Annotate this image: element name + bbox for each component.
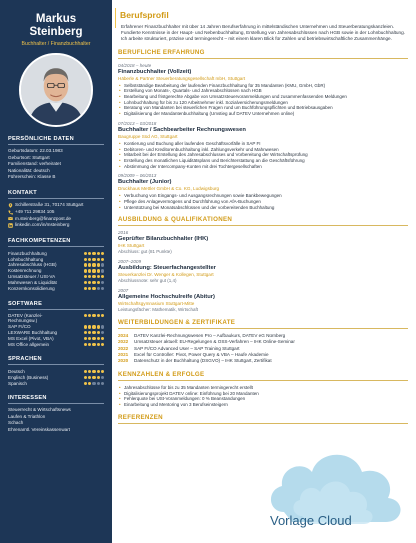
rating-dot-icon (84, 343, 87, 346)
job-role: Buchhalter / Finanzbuchhalter (21, 41, 91, 47)
rating-dot-icon (88, 281, 91, 284)
software-list (8, 313, 104, 348)
software-row (8, 313, 104, 324)
education-date: 2016 (118, 230, 129, 236)
experience-list (118, 63, 408, 211)
rating-dots (84, 336, 104, 341)
rating-dot-icon (92, 287, 95, 290)
rating-dot-icon (84, 275, 87, 278)
training-text: Datenschutz in der Buchhaltung (DSGVO) – IHK Stuttgart, Zertifikat (134, 358, 272, 364)
job-bullet: • Unterstützung bei Monatsabschlüssen und der vorbereitenden Buchhaltung (118, 205, 408, 211)
portrait-image (21, 55, 91, 125)
candidate-name (8, 0, 104, 39)
interests-title: INTERESSEN (8, 395, 104, 404)
training-text: SAP FI/CO Advanced User – SAP Training Stuttgart (134, 345, 240, 351)
rating-dot-icon (84, 331, 87, 334)
skills-label: Jahresabschluss (HGB) (8, 262, 57, 268)
job-bullet: • Mitarbeit bei der Erstellung des Jahresabschlusses und Vorbereitung der Wirtschaftsprüfung (118, 152, 408, 158)
rating-dot-icon (92, 252, 95, 255)
rating-dot-icon (97, 281, 100, 284)
skills-title: FACHKOMPETENZEN (8, 238, 104, 247)
rating-dot-icon (92, 331, 95, 334)
skills-label: Finanzbuchhaltung (8, 250, 47, 256)
software-label: LEXWARE Buchhaltung (8, 330, 58, 336)
education-org: Steuerkanzlei Dr. Wenger & Kollegen, Stuttgart (118, 272, 214, 278)
job-bullets (118, 193, 408, 210)
training-year: 2022 (118, 339, 129, 345)
job-bullet: • Bearbeitung und fristgerechte Abgabe von Umsatzsteuervoranmeldungen und zusammenfassenden Meldungen (118, 94, 408, 100)
job-bullet: • Pflege des Anlagevermögens und Durchführung von AfA-Buchungen (118, 199, 408, 205)
rating-dots (84, 274, 104, 279)
education-org: IHK Stuttgart (118, 243, 145, 249)
skills-label: Umsatzsteuer / USt-VA (8, 274, 56, 280)
linkedin-icon (8, 223, 13, 228)
job-bullets (118, 141, 408, 170)
achievement-item: • Jahresabschlüsse für bis zu 35 Mandanten termingerecht erstellt (118, 385, 408, 391)
job-company: Druckhaus Mettler GmbH & Co. KG, Ludwigsburg (118, 186, 220, 192)
profile-photo (19, 53, 93, 127)
personal-line: Führerschein: Klasse B (8, 174, 56, 180)
skills-label: Konzernkonsolidierung (8, 286, 55, 292)
training-year: 2021 (118, 352, 129, 358)
accent-bar (115, 8, 116, 28)
rating-dot-icon (88, 258, 91, 261)
contact-title: KONTAKT (8, 190, 104, 199)
job-title: Buchhalter / Sachbearbeiter Rechnungswesen (118, 126, 246, 133)
rating-dot-icon (84, 376, 87, 379)
languages-title: SPRACHEN (8, 356, 104, 365)
rating-dot-icon (84, 370, 87, 373)
rating-dot-icon (101, 337, 104, 340)
experience-title: BERUFLICHE ERFAHRUNG (118, 49, 408, 59)
achievement-item: • Digitalisierungsprojekt DATEV online: Einführung bei 20 Mandanten (118, 391, 408, 397)
skills-section (8, 238, 104, 291)
job-date: 04/2018 – heute (118, 62, 152, 68)
languages-label: Deutsch (8, 368, 25, 374)
rating-dot-icon (92, 281, 95, 284)
rating-dot-icon (97, 331, 100, 334)
rating-dot-icon (101, 252, 104, 255)
profile-text: Erfahrener Finanzbuchhalter mit über 14 Jahren Berufserfahrung in mittelständischen Unternehmen und Steuerberatungskanzleien. Fundierte Kenntnisse in der Haupt- und Nebenbuchhaltung, Erstellung von Jahresabschlüssen nach HGB sowie in der Lohnbuchhaltung. Ich arbeite strukturiert, präzise und termingerecht – mit einem klaren Blick für Zahlen und betriebswirtschaftliche Zusammenhänge. (121, 24, 406, 42)
rating-dots (84, 342, 104, 347)
rating-dot-icon (92, 258, 95, 261)
rating-dot-icon (97, 376, 100, 379)
software-label: DATEV (Kanzlei-Rechnungsw.) (8, 313, 43, 324)
achievement-item: • Einarbeitung und Mentoring von 3 Berufseinsteigern (118, 402, 408, 408)
training-list (118, 333, 408, 365)
education-title: Allgemeine Hochschulreife (Abitur) (118, 294, 215, 301)
rating-dot-icon (101, 269, 104, 272)
rating-dot-icon (88, 331, 91, 334)
rating-dot-icon (88, 314, 91, 317)
rating-dot-icon (92, 263, 95, 266)
rating-dot-icon (92, 275, 95, 278)
rating-dots (84, 368, 104, 373)
education-title: AUSBILDUNG & QUALIFIKATIONEN (118, 216, 408, 226)
rating-dot-icon (88, 382, 91, 385)
skills-row (8, 286, 104, 292)
rating-dot-icon (101, 287, 104, 290)
rating-dot-icon (84, 281, 87, 284)
personal-line: Familienstand: verheiratet (8, 161, 61, 167)
languages-section (8, 356, 104, 386)
personal-line: Geburtsdatum: 22.03.1983 (8, 148, 63, 153)
profile-title: Berufsprofil (120, 10, 169, 20)
rating-dot-icon (101, 258, 104, 261)
rating-dots (84, 280, 104, 285)
rating-dot-icon (101, 331, 104, 334)
education-date: 2007–2009 (118, 259, 141, 265)
interest-item: Schach (8, 420, 24, 426)
rating-dots (84, 268, 104, 273)
education-entry (118, 259, 408, 284)
training-text: DATEV Kanzlei-Rechnungswesen Pro – Aufbaukurs, DATEV eG Nürnberg (134, 332, 286, 338)
rating-dot-icon (97, 343, 100, 346)
education-note: Abschluss: gut (81 Punkte) (118, 249, 172, 255)
job-bullet: • Abstimmung der Intercompany-Konten mit drei Tochtergesellschaften (118, 164, 408, 170)
linkedin-text: linkedin.com/in/msteinberg (15, 222, 70, 228)
contact-linkedin[interactable] (8, 222, 104, 229)
interests-section (8, 395, 104, 433)
training-title: WEITERBILDUNGEN & ZERTIFIKATE (118, 319, 408, 329)
rating-dots (84, 286, 104, 291)
software-title: SOFTWARE (8, 301, 104, 310)
rating-dot-icon (92, 370, 95, 373)
education-entry (118, 288, 408, 313)
personal-line: Geburtsort: Stuttgart (8, 154, 50, 160)
rating-dot-icon (101, 263, 104, 266)
rating-dots (84, 256, 104, 261)
skills-label: Kostenrechnung (8, 268, 42, 274)
contact-phone[interactable] (8, 209, 104, 216)
skills-label: Lohnbuchhaltung (8, 256, 44, 262)
rating-dot-icon (97, 263, 100, 266)
rating-dot-icon (101, 343, 104, 346)
job-bullet: • Beratung von Mandanten bei steuerlichen Fragen rund um Buchführungspflichten und Betriebsausgaben (118, 105, 408, 111)
software-label: MS Office allgemein (8, 342, 50, 348)
rating-dot-icon (88, 263, 91, 266)
personal-data-title: PERSÖNLICHE DATEN (8, 136, 104, 145)
interest-item: Ehrenamtl. Vereinskassenwart (8, 426, 71, 432)
phone-icon (8, 210, 13, 215)
personal-data-section (8, 136, 104, 181)
rating-dot-icon (84, 287, 87, 290)
job-date: 07/2013 – 03/2018 (118, 120, 157, 126)
rating-dot-icon (97, 252, 100, 255)
training-year: 2022 (118, 345, 129, 351)
first-name: Markus (35, 13, 77, 25)
phone-text: +49 711 29834 105 (15, 208, 55, 214)
rating-dot-icon (92, 269, 95, 272)
software-row (8, 342, 104, 348)
contact-email[interactable] (8, 216, 104, 223)
job-bullet: • Erstellung von Monats-, Quartals- und Jahresabschlüssen nach HGB (118, 88, 408, 94)
training-text: Umsatzsteuer aktuell: EU-Regelungen & OSS-Verfahren – IHK Online-Seminar (134, 339, 295, 345)
job-bullet: • Verbuchung von Eingangs- und Ausgangsrechnungen sowie Bankbewegungen (118, 193, 408, 199)
skills-list (8, 250, 104, 291)
training-year: 2020 (118, 358, 129, 364)
rating-dot-icon (88, 287, 91, 290)
interest-item: Laufen & Triathlon (8, 413, 46, 419)
references-title: REFERENZEN (118, 414, 408, 424)
interest-item: Steuerrecht & Wirtschaftsnews (8, 407, 71, 413)
rating-dot-icon (101, 325, 104, 328)
rating-dots (84, 313, 104, 318)
rating-dot-icon (88, 343, 91, 346)
rating-dots (84, 250, 104, 255)
rating-dot-icon (101, 281, 104, 284)
education-org: Wirtschaftsgymnasium Stuttgart-Mitte (118, 301, 195, 307)
education-title: Geprüfter Bilanzbuchhalter (IHK) (118, 236, 209, 243)
rating-dot-icon (88, 275, 91, 278)
job-bullet: • Erstellung des monatlichen Liquiditätsplans und Berichterstattung an die Geschäftsführung (118, 158, 408, 164)
address-text: Schillerstraße 31, 70174 Stuttgart (15, 201, 84, 207)
email-text: m.steinberg@finanzpost.de (15, 215, 71, 221)
job-bullet: • Lohnbuchhaltung für bis zu 120 Arbeitnehmer inkl. Sozialversicherungsmeldungen (118, 100, 408, 106)
languages-list (8, 368, 104, 386)
education-note: Abschlussnote: sehr gut (1,4) (118, 278, 177, 284)
rating-dot-icon (97, 275, 100, 278)
job-company: Häberle & Partner Steuerberatungsgesellschaft mbH, Stuttgart (118, 75, 246, 81)
training-text: Excel für Controller: Pivot, Power Query & VBA – Haufe Akademie (134, 352, 269, 358)
rating-dot-icon (88, 337, 91, 340)
job-bullets (118, 83, 408, 117)
rating-dot-icon (88, 376, 91, 379)
rating-dot-icon (84, 252, 87, 255)
rating-dot-icon (97, 287, 100, 290)
contact-section (8, 190, 104, 229)
software-label: MS Excel (Pivot, VBA) (8, 336, 54, 342)
rating-dot-icon (101, 370, 104, 373)
rating-dot-icon (92, 337, 95, 340)
rating-dot-icon (97, 370, 100, 373)
software-label: SAP FI/CO (8, 324, 31, 330)
rating-dots (84, 374, 104, 379)
achievements-list (118, 385, 408, 408)
rating-dot-icon (88, 370, 91, 373)
rating-dot-icon (84, 258, 87, 261)
software-section (8, 301, 104, 348)
personal-line: Nationalität: deutsch (8, 167, 50, 173)
rating-dot-icon (88, 325, 91, 328)
rating-dot-icon (92, 376, 95, 379)
rating-dot-icon (84, 325, 87, 328)
rating-dot-icon (92, 382, 95, 385)
languages-label: Spanisch (8, 380, 27, 386)
rating-dot-icon (101, 376, 104, 379)
job-bullet: • Selbstständige Bearbeitung der laufenden Finanzbuchhaltung für 35 Mandanten (KMU, GmbH, GbR) (118, 83, 408, 89)
rating-dots (84, 324, 104, 329)
rating-dot-icon (92, 343, 95, 346)
achievement-item: • Fehlerquote bei USt-Voranmeldungen: 0 % Beanstandungen (118, 396, 408, 402)
job-bullet: • Debitoren- und Kreditorenbuchhaltung inkl. Zahlungsverkehr und Mahnwesen (118, 147, 408, 153)
rating-dot-icon (97, 258, 100, 261)
education-title: Ausbildung: Steuerfachangestellter (118, 265, 216, 272)
location-icon (8, 203, 13, 208)
education-date: 2007 (118, 288, 129, 294)
rating-dot-icon (84, 269, 87, 272)
job-company: Baugruppe Süd AG, Stuttgart (118, 133, 178, 139)
rating-dot-icon (84, 314, 87, 317)
rating-dot-icon (92, 325, 95, 328)
rating-dot-icon (101, 314, 104, 317)
job-bullet: • Kontierung und Buchung aller laufenden Geschäftsvorfälle in SAP FI (118, 141, 408, 147)
education-list (118, 230, 408, 312)
rating-dot-icon (97, 382, 100, 385)
job-entry (118, 63, 408, 117)
job-title: Buchhalter (Junior) (118, 179, 172, 186)
watermark-text: Vorlage Cloud (270, 513, 352, 528)
sidebar (0, 0, 112, 543)
rating-dots (84, 262, 104, 267)
last-name: Steinberg (29, 26, 83, 38)
rating-dot-icon (97, 269, 100, 272)
education-note: Leistungsfächer: Mathematik, Wirtschaft (118, 307, 199, 313)
rating-dot-icon (88, 269, 91, 272)
languages-row (8, 380, 104, 386)
rating-dot-icon (97, 314, 100, 317)
rating-dots (84, 380, 104, 385)
job-entry (118, 173, 408, 210)
languages-label: Englisch (Business) (8, 374, 49, 380)
rating-dots (84, 330, 104, 335)
email-icon (8, 216, 13, 221)
training-year: 2024 (118, 332, 129, 338)
contact-address (8, 202, 104, 209)
rating-dot-icon (84, 263, 87, 266)
rating-dot-icon (88, 252, 91, 255)
education-entry (118, 230, 408, 255)
rating-dot-icon (97, 325, 100, 328)
rating-dot-icon (84, 337, 87, 340)
rating-dot-icon (84, 382, 87, 385)
rating-dot-icon (101, 275, 104, 278)
job-bullet: • Digitalisierung der Mandantenbuchhaltung (Umstieg auf DATEV Unternehmen online) (118, 111, 408, 117)
rating-dot-icon (101, 382, 104, 385)
achievements-title: KENNZAHLEN & ERFOLGE (118, 371, 408, 381)
rating-dot-icon (92, 314, 95, 317)
job-title: Finanzbuchhalter (Vollzeit) (118, 68, 192, 75)
skills-label: Mahnwesen & Liquidität (8, 280, 57, 286)
job-entry (118, 121, 408, 170)
rating-dot-icon (97, 337, 100, 340)
training-row (118, 358, 408, 364)
job-date: 09/2009 – 06/2013 (118, 173, 157, 179)
